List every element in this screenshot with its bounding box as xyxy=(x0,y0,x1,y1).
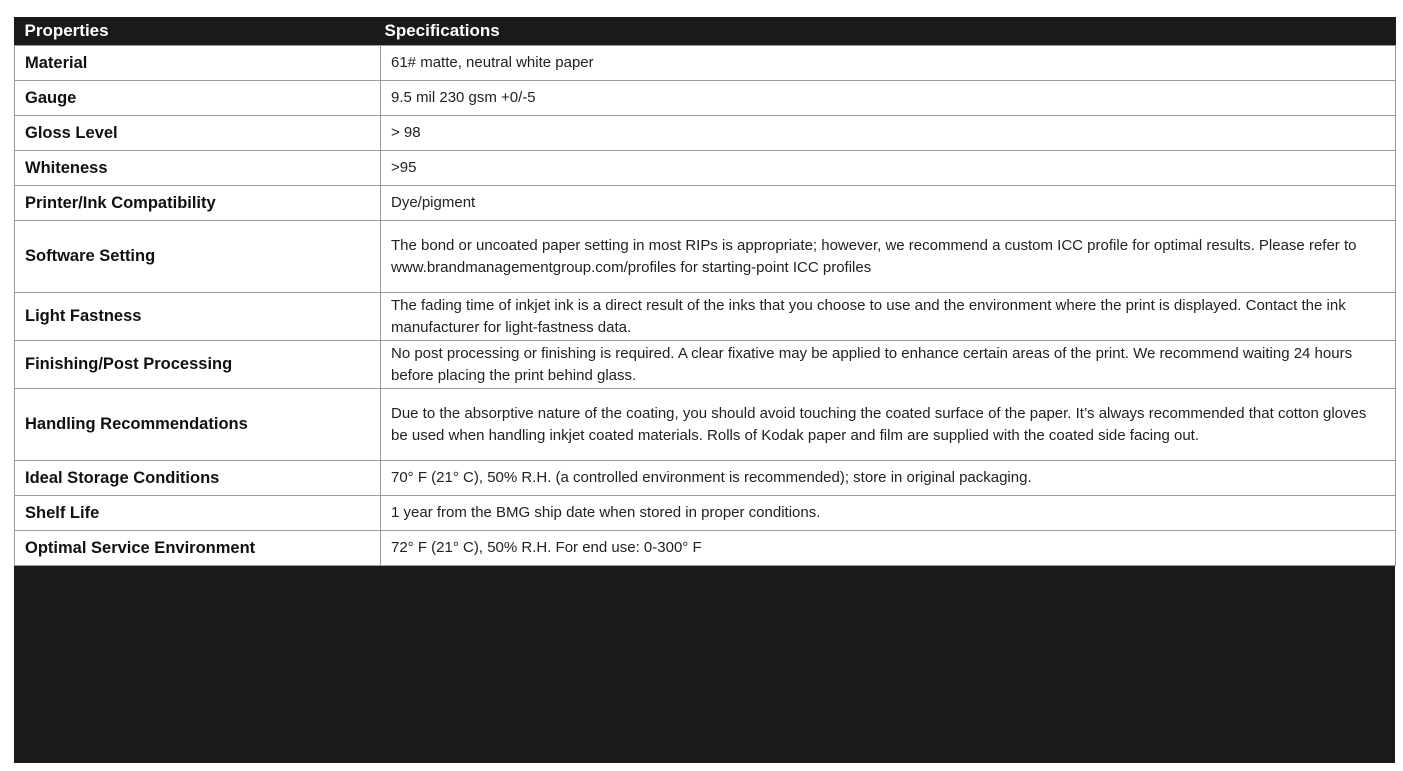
table-header xyxy=(15,17,1396,46)
property-label: Gauge xyxy=(15,81,381,116)
specification-value: No post processing or finishing is required. A clear fixative may be applied to enhance certain areas of the print. We recommend waiting 24 hours before placing the print behind glass. xyxy=(381,341,1396,389)
table-row xyxy=(15,151,1396,186)
table-body xyxy=(15,46,1396,566)
header-properties: Properties xyxy=(15,17,381,46)
header-row xyxy=(15,17,1396,46)
specification-value: >95 xyxy=(381,151,1396,186)
table-row xyxy=(15,389,1396,461)
header-specifications: Specifications xyxy=(381,17,1396,46)
table-row xyxy=(15,186,1396,221)
footer-band xyxy=(14,717,1395,763)
specification-value: > 98 xyxy=(381,116,1396,151)
specification-value: The fading time of inkjet ink is a direct result of the inks that you choose to use and the environment where the print is displayed. Contact the ink manufacturer for light-fastness data. xyxy=(381,293,1396,341)
property-label: Light Fastness xyxy=(15,293,381,341)
specification-value: Due to the absorptive nature of the coating, you should avoid touching the coated surface of the paper. It’s always recommended that cotton gloves be used when handling inkjet coated materials. Rolls of Kodak paper and film are supplied with the coated side facing out. xyxy=(381,389,1396,461)
property-label: Printer/Ink Compatibility xyxy=(15,186,381,221)
specification-value: 70° F (21° C), 50% R.H. (a controlled environment is recommended); store in original packaging. xyxy=(381,461,1396,496)
table-row xyxy=(15,341,1396,389)
specification-value: The bond or uncoated paper setting in most RIPs is appropriate; however, we recommend a custom ICC profile for optimal results. Please refer to www.brandmanagementgroup.com/profiles for starting-point ICC profiles xyxy=(381,221,1396,293)
property-label: Whiteness xyxy=(15,151,381,186)
table-row xyxy=(15,293,1396,341)
specification-value: 72° F (21° C), 50% R.H. For end use: 0-300° F xyxy=(381,531,1396,566)
table-row xyxy=(15,221,1396,293)
property-label: Material xyxy=(15,46,381,81)
table-row xyxy=(15,531,1396,566)
property-label: Ideal Storage Conditions xyxy=(15,461,381,496)
table-row xyxy=(15,496,1396,531)
table-row xyxy=(15,116,1396,151)
specification-value: Dye/pigment xyxy=(381,186,1396,221)
property-label: Optimal Service Environment xyxy=(15,531,381,566)
table-row xyxy=(15,81,1396,116)
table-row xyxy=(15,461,1396,496)
property-label: Gloss Level xyxy=(15,116,381,151)
specification-value: 1 year from the BMG ship date when stored in proper conditions. xyxy=(381,496,1396,531)
table-row xyxy=(15,46,1396,81)
specifications-table xyxy=(14,17,1396,566)
spec-sheet xyxy=(14,17,1395,763)
property-label: Software Setting xyxy=(15,221,381,293)
specification-value: 61# matte, neutral white paper xyxy=(381,46,1396,81)
property-label: Handling Recommendations xyxy=(15,389,381,461)
property-label: Finishing/Post Processing xyxy=(15,341,381,389)
specification-value: 9.5 mil 230 gsm +0/-5 xyxy=(381,81,1396,116)
property-label: Shelf Life xyxy=(15,496,381,531)
